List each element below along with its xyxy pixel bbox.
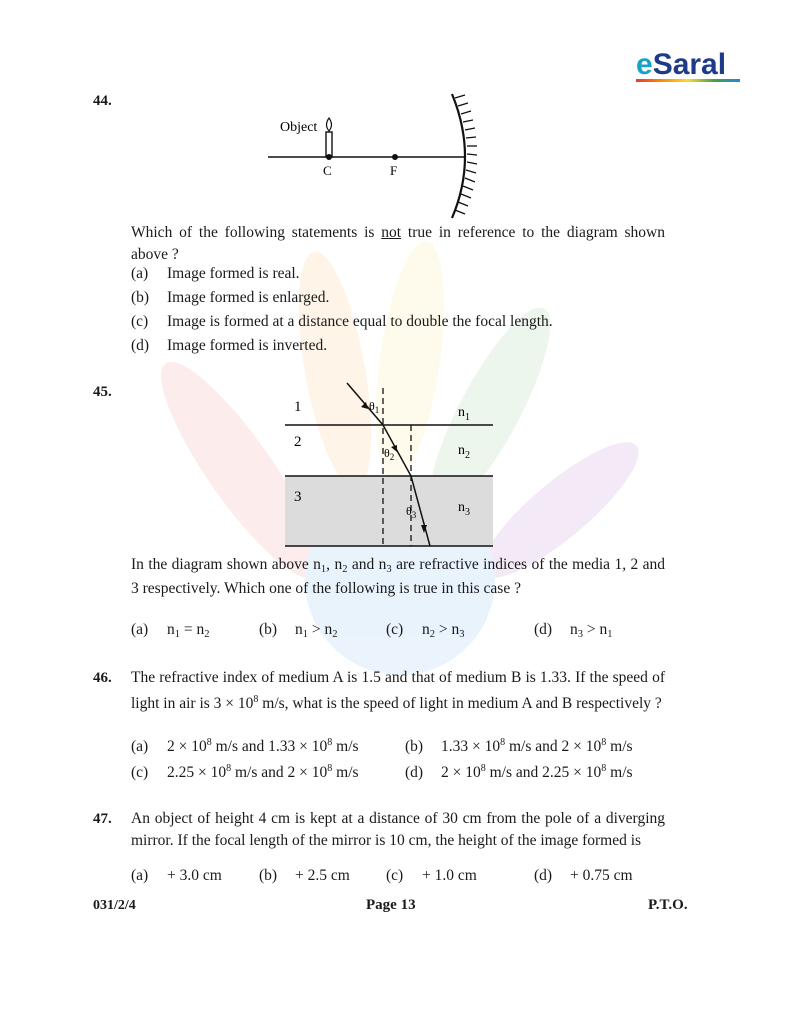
q45-option-c[interactable]: (c) n2 > n3 xyxy=(386,621,465,640)
object-label: Object xyxy=(280,120,318,135)
q47-option-c[interactable]: (c) + 1.0 cm xyxy=(386,867,477,884)
q47-number: 47. xyxy=(93,811,112,827)
n1-label: $n_1$ xyxy=(458,405,470,423)
q44-options xyxy=(131,262,671,358)
brand-logo xyxy=(636,48,740,88)
q46-stem: The refractive index of medium A is 1.5 and that of medium B is 1.33. If the speed of light in air is $3 \times 10^8$ m/s, what is the speed of light in medium A and B respectively ? xyxy=(131,669,665,712)
q46-option-c[interactable]: (c) $2.25 \times 10^8$ m/s and $2 \times 10^8$ m/s xyxy=(131,763,359,782)
q44-option-c[interactable]: (c) Image is formed at a distance equal to double the focal length. xyxy=(131,313,553,330)
emphasis-not: not xyxy=(381,224,402,241)
q45-option-a[interactable]: (a) n1 = n2 xyxy=(131,621,210,640)
medium-2-label: 2 xyxy=(294,434,302,450)
n2-label: $n_2$ xyxy=(458,443,470,461)
q44-option-d[interactable]: (d) Image formed is inverted. xyxy=(131,337,328,354)
q46-option-b[interactable]: (b) $1.33 \times 10^8$ m/s and $2 \times 10^8$ m/s xyxy=(405,737,633,756)
q45-number: 45. xyxy=(93,384,112,400)
q44-option-b[interactable]: (b) Image formed is enlarged. xyxy=(131,289,330,306)
point-c-dot xyxy=(326,154,332,160)
pto-label: P.T.O. xyxy=(648,897,688,913)
q47-option-b[interactable]: (b) + 2.5 cm xyxy=(259,867,350,884)
n3-label: $n_3$ xyxy=(458,500,470,518)
theta2-label: $\theta_2$ xyxy=(384,446,395,462)
q45-refraction-diagram xyxy=(280,378,500,553)
point-f-label: F xyxy=(390,163,398,178)
q46-option-d[interactable]: (d) $2 \times 10^8$ m/s and $2.25 \times 10^8$ m/s xyxy=(405,763,633,782)
q45-option-b[interactable]: (b) n1 > n2 xyxy=(259,621,338,640)
point-c-label: C xyxy=(323,163,332,178)
paper-code: 031/2/4 xyxy=(93,898,136,913)
q46-number: 46. xyxy=(93,670,112,686)
q47-stem: An object of height 4 cm is kept at a distance of 30 cm from the pole of a diverging mirror. If the focal length of the mirror is 10 cm, the height of the image formed is xyxy=(131,810,665,849)
ray-arrow-2 xyxy=(391,445,397,452)
q46-option-a[interactable]: (a) $2 \times 10^8$ m/s and $1.33 \times 10^8$ m/s xyxy=(131,737,359,756)
medium-3-label: 3 xyxy=(294,489,302,505)
point-f-dot xyxy=(392,154,398,160)
q44-number: 44. xyxy=(93,93,112,109)
q44-option-a[interactable]: (a) Image formed is real. xyxy=(131,265,300,282)
concave-mirror xyxy=(452,94,465,218)
q45-stem: In the diagram shown above n1, n2 and n3 are refractive indices of the media 1, 2 and 3 respectively. Which one of the following is true in this case ? xyxy=(131,556,666,597)
candle-flame xyxy=(327,118,332,131)
q47-option-a[interactable]: (a) + 3.0 cm xyxy=(131,867,222,884)
theta1-label: $\theta_1$ xyxy=(369,399,380,415)
object-candle xyxy=(326,132,332,157)
page-number: Page 13 xyxy=(366,897,416,913)
brand-name: Saral xyxy=(652,48,727,81)
q45-option-d[interactable]: (d) n3 > n1 xyxy=(534,621,613,640)
q44-mirror-diagram xyxy=(260,88,490,223)
brand-prefix: e xyxy=(636,48,653,81)
q44-stem: Which of the following statements is not true in reference to the diagram shown above ? xyxy=(131,224,665,263)
medium-1-label: 1 xyxy=(294,399,302,415)
theta3-label: $\theta_3$ xyxy=(406,504,417,520)
q47-option-d[interactable]: (d) + 0.75 cm xyxy=(534,867,633,884)
